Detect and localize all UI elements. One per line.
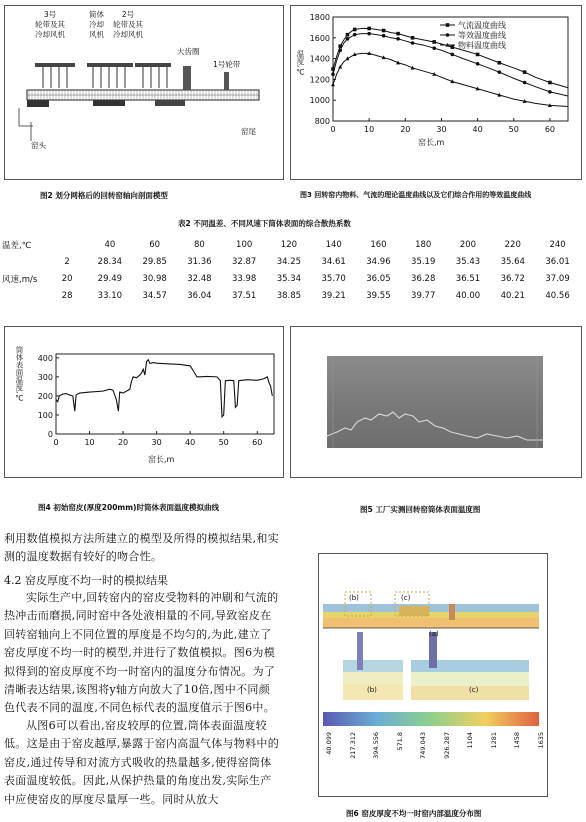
- table2-cell: 37.51: [231, 290, 257, 301]
- fig4-xtick: 40: [185, 438, 196, 447]
- fig3-ytick: 1400: [309, 54, 330, 64]
- table2-temp: 100: [236, 239, 253, 250]
- fig6-panel-label: (c): [469, 686, 479, 694]
- fig3-series-line: [333, 34, 568, 96]
- fig4-xtick: 50: [218, 438, 229, 447]
- table2-cell: 39.77: [411, 290, 436, 301]
- fig6-panel-label: (c): [401, 594, 411, 602]
- fig5-trace: [327, 356, 543, 448]
- table2-cell: 40.21: [500, 290, 525, 301]
- table2-cell: 30.98: [142, 273, 167, 284]
- table2-temp: 200: [459, 239, 477, 250]
- fig3-point: [498, 61, 502, 65]
- fig3-xtick: 60: [544, 125, 556, 134]
- fig6-scale-label: 571.8: [395, 732, 404, 751]
- table2-temp: 180: [415, 239, 432, 250]
- table2-cell: 40.56: [545, 290, 570, 301]
- table2-cell: 29.49: [97, 273, 123, 284]
- fig4-ytick: 400: [37, 353, 53, 363]
- table2-cell: 35.70: [321, 273, 346, 284]
- fig4-xtick: 20: [117, 438, 129, 447]
- fig3-point: [382, 29, 386, 33]
- fig3-point: [476, 62, 480, 66]
- fig6-scale-label: 926.287: [442, 732, 451, 759]
- table2-cell: 36.05: [366, 273, 391, 284]
- fig3-point: [523, 70, 527, 74]
- fig3-chart: [290, 5, 580, 178]
- fig4-ytick: 300: [37, 372, 53, 382]
- fig4-ylabel: 筒体表面温度,℃: [15, 346, 24, 403]
- table2-cell: 36.01: [545, 256, 570, 267]
- fig3-point: [338, 48, 342, 52]
- fig3-point: [411, 36, 415, 40]
- table2-cell: 37.09: [545, 273, 570, 284]
- table2-cell: 35.19: [411, 256, 436, 267]
- table2-cell: 34.25: [276, 256, 302, 267]
- fig4-temperature-line: [56, 360, 272, 417]
- table-row: [2, 270, 580, 287]
- fig3-ytick: 1200: [309, 75, 330, 85]
- fig2-label-big-gear: 大齿圈: [177, 47, 200, 56]
- fig3-point: [346, 37, 350, 41]
- fig6-scale-label: 40.099: [325, 732, 333, 755]
- table2-cell: 36.04: [187, 290, 212, 301]
- fig3-point: [396, 32, 400, 36]
- fig2-panel: [4, 5, 284, 180]
- fig2-label-wheel1: 1号轮带: [213, 60, 241, 69]
- body-para3: [4, 717, 280, 809]
- fig2-caption: 图2 划分网格后的回转窑轴向剖面模型: [40, 191, 168, 200]
- fig3-legend-label: 等效温度曲线: [458, 31, 506, 40]
- table2-speed: 28: [61, 290, 73, 301]
- fig3-xtick: 20: [400, 125, 411, 134]
- fig4-xtick: 0: [53, 438, 59, 447]
- fig6-panel-label: (a): [429, 630, 439, 638]
- table2-cell: 31.36: [187, 256, 212, 267]
- table2-cell: 36.72: [500, 273, 525, 284]
- fig3-series-line: [333, 28, 568, 87]
- fig5-caption: 图5 工厂实测回转窑筒体表面温度图: [360, 505, 481, 514]
- table2-temp: 160: [370, 239, 387, 250]
- body-para3-text: 从图6可以看出,窑皮较厚的位置,筒体表面温度较低。这是由于窑皮越厚,暴露于窑内高温气体与物料中的窑皮,通过传导和对流方式吸收的热量越多,使得窑筒体表面温度较低。因此,从保护热量的角度出发,实际生产中应使窑皮的厚度尽量厚一些。同时从放大: [4, 719, 279, 806]
- fig3-point: [396, 37, 400, 41]
- table2-cell: 35.34: [276, 273, 302, 284]
- table2-cell: 40.00: [455, 290, 481, 301]
- table2-temp: 80: [193, 239, 205, 250]
- fig3-ytick: 1800: [309, 13, 330, 22]
- table-row: [2, 253, 580, 270]
- fig6-scale-label: 749.043: [419, 732, 428, 759]
- fig6-scale-label: 1458: [513, 732, 522, 749]
- fig3-point: [346, 33, 350, 37]
- table2-cell: 34.96: [366, 256, 391, 267]
- fig3-point: [476, 53, 480, 57]
- table2-cell: 32.48: [187, 273, 212, 284]
- fig5-panel: [290, 326, 582, 478]
- fig3-xlabel: 窑长,m: [418, 138, 445, 147]
- fig6-temperature-map: [319, 554, 547, 796]
- fig3-ytick: 1600: [309, 33, 330, 43]
- fig2-label-wheel2: 2号 轮带及其 冷却风机: [113, 10, 143, 39]
- fig3-legend-marker: [446, 33, 450, 37]
- fig3-ylabel: 温度,℃: [296, 50, 305, 77]
- fig3-point: [498, 70, 502, 74]
- fig4-ytick: 100: [37, 410, 53, 420]
- fig3-point: [353, 28, 357, 32]
- fig3-xtick: 40: [472, 125, 483, 134]
- fig6-scale-label: 1281: [489, 732, 498, 749]
- table2-cell: 32.87: [231, 256, 257, 267]
- fig3-xtick: 50: [508, 125, 519, 134]
- fig3-point: [331, 82, 335, 86]
- fig3-xtick: 30: [436, 125, 447, 134]
- table2-cell: 36.51: [455, 273, 481, 284]
- fig2-label-kiln-tail: 窑尾: [241, 127, 256, 136]
- table2-cell: 28.34: [97, 256, 123, 267]
- fig3-ytick: 1000: [309, 96, 330, 106]
- fig6-panel: [318, 553, 548, 797]
- fig3-point: [451, 53, 455, 57]
- fig3-caption: 图3 回转窑内物料、气流的理论温度曲线以及它们综合作用的等效温度曲线: [300, 191, 532, 199]
- table2-wind-label: 风速,m/s: [2, 274, 38, 285]
- fig2-label-kiln-head: 窑头: [31, 141, 46, 150]
- fig3-series-line: [333, 53, 568, 106]
- fig3-point: [367, 27, 371, 31]
- fig6-scale-label: 217.312: [348, 732, 357, 759]
- table2-temp: 140: [325, 239, 342, 250]
- table2-cell: 36.28: [411, 273, 436, 284]
- fig3-point: [451, 45, 455, 49]
- table2-cell: 35.43: [455, 256, 481, 267]
- table2-cell: 35.64: [500, 256, 525, 267]
- fig6-scale-label: 1104: [466, 732, 475, 749]
- fig3-point: [548, 90, 552, 94]
- fig5-thermal-image: [327, 356, 543, 448]
- fig6-panel-label: (b): [349, 594, 359, 602]
- fig4-xtick: 60: [252, 438, 263, 447]
- fig4-xlabel: 窑长,m: [148, 455, 175, 464]
- fig3-point: [548, 81, 552, 85]
- fig4-ytick: 200: [37, 391, 53, 401]
- table2: [2, 236, 580, 304]
- table2-cell: 38.85: [276, 290, 302, 301]
- table2-cell: 39.21: [321, 290, 346, 301]
- table2-speed: 20: [61, 273, 73, 284]
- fig4-ytick: 0: [47, 430, 53, 439]
- table-row: [2, 287, 580, 304]
- fig2-label-barrel: 简体 冷却 风机: [89, 10, 104, 39]
- fig2-label-wheel3: 3号 轮带及其 冷却风机: [35, 10, 65, 39]
- fig6-scale-label: 394.556: [372, 732, 381, 759]
- fig6-scale-label: 1635: [537, 732, 545, 749]
- fig4-xtick: 30: [151, 438, 162, 447]
- fig4-chart: [4, 326, 282, 476]
- fig3-xtick: 10: [364, 125, 375, 134]
- fig3-point: [382, 34, 386, 38]
- fig3-legend-marker: [446, 23, 450, 27]
- section-heading: 4.2 窑皮厚度不均一时的模拟结果: [4, 574, 168, 587]
- table2-speed: 2: [64, 256, 70, 267]
- table2-temp: 220: [504, 239, 521, 250]
- fig4-xtick: 10: [84, 438, 95, 447]
- table2-cell: 34.61: [321, 256, 346, 267]
- body-para2: [4, 589, 280, 718]
- fig3-point: [432, 46, 436, 50]
- fig3-point: [367, 32, 371, 36]
- body-para2-text: 实际生产中,回转窑内的窑皮受物料的冲刷和气流的热冲击而磨损,同时窑中各处液相量的不同,导致窑皮在回转窑轴向上不同位置的厚度是不均匀的,为此,建立了窑皮厚度不均一时的模型,并进行了数值模拟。图6为模拟得到的窑皮厚度不均一时窑内的温度分布情况。为了清晰表达结果,该图将y轴方向放大了10倍,图中不同颜色代表不同的温度,不同色标代表的温度值示于图6中。: [4, 591, 279, 715]
- table2-cell: 29.85: [142, 256, 167, 267]
- table2-header-row: [2, 236, 580, 253]
- fig3-legend-label: 气流温度曲线: [458, 21, 506, 30]
- table2-cell: 34.57: [142, 290, 167, 301]
- fig3-ytick: 800: [314, 117, 330, 126]
- fig3-point: [353, 33, 357, 37]
- table2-cell: 39.55: [366, 290, 391, 301]
- table2-temp: 60: [149, 239, 161, 250]
- body-para1-text: 利用数值模拟方法所建立的模型及所得的模拟结果,和实测的温度数据有较好的吻合性。: [4, 532, 279, 564]
- table2-cell: 33.98: [231, 273, 257, 284]
- fig4-caption: 图4 初始窑皮(厚度200mm)时筒体表面温度模拟曲线: [38, 503, 219, 512]
- fig3-point: [432, 40, 436, 44]
- table2-title: 表2 不同温差、不同风速下筒体表面的综合散热系数: [178, 219, 351, 228]
- fig3-point: [331, 72, 335, 76]
- fig3-point: [523, 81, 527, 85]
- table2-cell: 33.10: [97, 290, 123, 301]
- body-para1: [4, 530, 280, 567]
- fig6-panel-label: (b): [367, 686, 377, 694]
- table2-temp: 240: [549, 239, 566, 250]
- table2-temp: 120: [280, 239, 298, 250]
- table2-temp-header: 温差,℃: [2, 240, 32, 251]
- fig6-caption: 图6 窑皮厚度不均一时窑内部温度分布图: [346, 809, 482, 818]
- fig3-point: [411, 41, 415, 45]
- fig3-xtick: 0: [330, 125, 336, 134]
- fig3-legend-label: 物料温度曲线: [458, 41, 506, 50]
- table2-temp: 40: [104, 239, 116, 250]
